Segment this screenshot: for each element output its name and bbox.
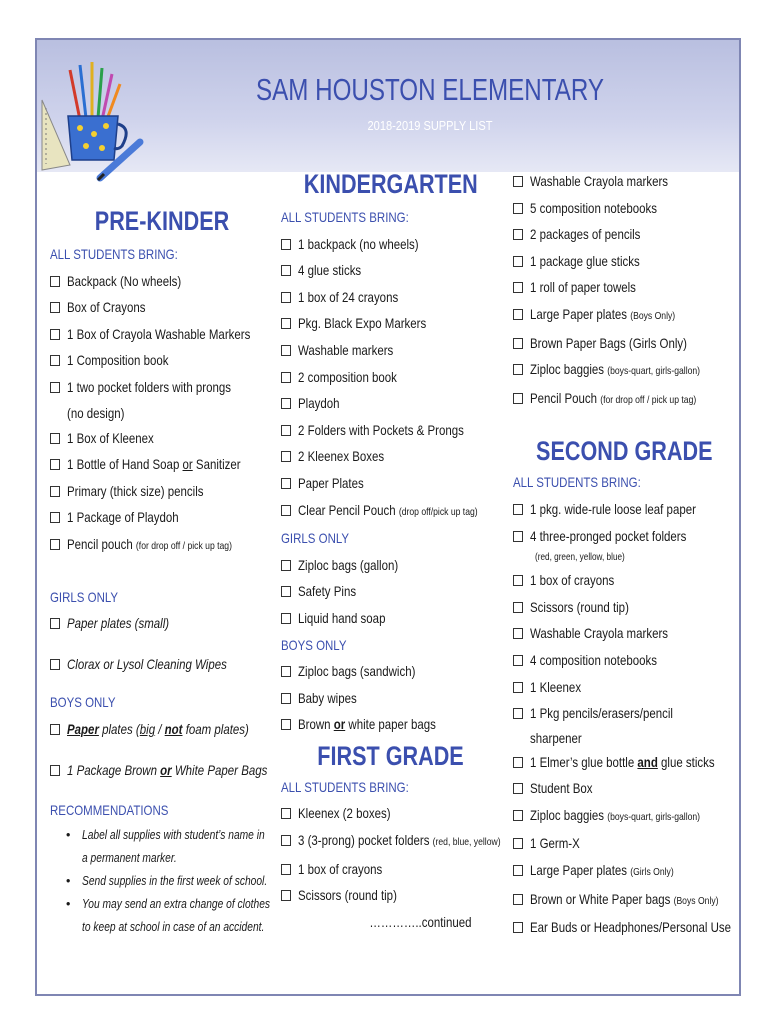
list-item: 1 box of 24 crayons — [281, 284, 501, 311]
recommendation-item: • Send supplies in the first week of school. — [50, 870, 275, 893]
list-item: Clear Pencil Pouch (drop off/pick up tag) — [281, 497, 501, 526]
list-item: 1 Box of Crayola Washable Markers — [50, 321, 275, 348]
recommendation-continuation: a permanent marker. — [82, 850, 177, 865]
list-item: 1 roll of paper towels — [513, 274, 735, 301]
list-item: 1 Germ-X — [513, 830, 735, 857]
list-item: Ziploc bags (sandwich) — [281, 658, 501, 685]
list-item: Safety Pins — [281, 578, 501, 605]
kinder-all-heading: ALL STUDENTS BRING: — [281, 209, 409, 225]
list-item: Brown or white paper bags — [281, 711, 501, 738]
school-supplies-illustration — [40, 60, 150, 185]
kinder-girls-heading: GIRLS ONLY — [281, 530, 350, 547]
list-item: Baby wipes — [281, 685, 501, 712]
list-item: 1 box of crayons — [281, 856, 501, 883]
recommendations-heading: RECOMMENDATIONS — [50, 802, 169, 819]
kinder-boys-heading: BOYS ONLY — [281, 636, 347, 653]
list-item-continuation: (no design) — [67, 404, 125, 421]
list-item: 1 box of crayons — [513, 567, 735, 594]
list-item: 2 Kleenex Boxes — [281, 443, 501, 470]
list-item: 1 Package Brown or White Paper Bags — [50, 757, 275, 784]
list-item: Ziploc bags (gallon) — [281, 552, 501, 579]
prek-column — [50, 205, 275, 939]
list-item: Scissors (round tip) — [513, 594, 735, 621]
list-item: 2 Folders with Pockets & Prongs — [281, 417, 501, 444]
first-all-heading: ALL STUDENTS BRING: — [281, 778, 409, 795]
list-item: Ziploc baggies (boys-quart, girls-gallon) — [513, 356, 735, 385]
list-item: Pkg. Black Expo Markers — [281, 310, 501, 337]
prek-girls-heading: GIRLS ONLY — [50, 588, 119, 605]
list-item: 1 backpack (no wheels) — [281, 231, 501, 258]
page-subtitle: 2018-2019 SUPPLY LIST — [367, 118, 493, 133]
list-item: Brown or White Paper bags (Boys Only) — [513, 886, 735, 915]
list-item: 1 package glue sticks — [513, 248, 735, 275]
list-item: 1 Kleenex — [513, 674, 735, 701]
list-item-note: (red, green, yellow, blue) — [535, 552, 625, 564]
list-item: 4 three-pronged pocket folders — [513, 523, 735, 550]
kinder-title: KINDERGARTEN — [303, 169, 478, 199]
list-item: Paper plates (small) — [50, 610, 275, 637]
list-item: Large Paper plates (Girls Only) — [513, 857, 735, 886]
list-item: Kleenex (2 boxes) — [281, 800, 501, 827]
right-column — [513, 168, 735, 941]
list-item: 1 Composition book — [50, 347, 275, 374]
list-item: Student Box — [513, 775, 735, 802]
list-item: Large Paper plates (Boys Only) — [513, 301, 735, 330]
list-item: Box of Crayons — [50, 294, 275, 321]
list-item: Liquid hand soap — [281, 605, 501, 632]
second-all-heading: ALL STUDENTS BRING: — [513, 474, 641, 491]
recommendation-continuation: to keep at school in case of an accident. — [82, 919, 265, 934]
list-item: 2 packages of pencils — [513, 221, 735, 248]
list-item: 4 glue sticks — [281, 257, 501, 284]
list-item: Brown Paper Bags (Girls Only) — [513, 330, 735, 357]
list-item: 1 Box of Kleenex — [50, 425, 275, 452]
list-item: 1 Bottle of Hand Soap or Sanitizer — [50, 451, 275, 478]
list-item: Clorax or Lysol Cleaning Wipes — [50, 651, 275, 678]
list-item: Washable markers — [281, 337, 501, 364]
list-item: Washable Crayola markers — [513, 620, 735, 647]
list-item: Pencil pouch (for drop off / pick up tag) — [50, 531, 275, 560]
list-item: Ziploc baggies (boys-quart, girls-gallon) — [513, 802, 735, 831]
list-item: 1 Pkg pencils/erasers/pencil — [513, 700, 735, 727]
continued-note: …………..continued — [368, 913, 471, 930]
recommendation-item: • Label all supplies with student’s name in — [50, 824, 275, 847]
list-item: Washable Crayola markers — [513, 168, 735, 195]
prek-all-heading: ALL STUDENTS BRING: — [50, 246, 178, 262]
first-grade-title: FIRST GRADE — [317, 740, 465, 771]
list-item: 1 two pocket folders with prongs — [50, 374, 275, 401]
list-item: Ear Buds or Headphones/Personal Use — [513, 914, 735, 941]
recommendation-item: • You may send an extra change of clothes — [50, 893, 275, 916]
list-item: 2 composition book — [281, 364, 501, 391]
list-item: Scissors (round tip) — [281, 882, 501, 909]
list-item: Playdoh — [281, 390, 501, 417]
list-item: Paper Plates — [281, 470, 501, 497]
list-item: Primary (thick size) pencils — [50, 478, 275, 505]
list-item: 4 composition notebooks — [513, 647, 735, 674]
list-item: 1 pkg. wide-rule loose leaf paper — [513, 496, 735, 523]
prek-title: PRE-KINDER — [95, 206, 230, 236]
list-item: Pencil Pouch (for drop off / pick up tag) — [513, 385, 735, 414]
list-item: Backpack (No wheels) — [50, 268, 275, 295]
list-item: 3 (3-prong) pocket folders (red, blue, yellow) — [281, 827, 501, 856]
list-item-continuation: sharpener — [530, 729, 582, 746]
list-item: 1 Package of Playdoh — [50, 504, 275, 531]
page-title: SAM HOUSTON ELEMENTARY — [255, 72, 604, 107]
list-item: Paper plates (big / not foam plates) — [50, 716, 275, 743]
second-grade-title: SECOND GRADE — [535, 436, 713, 467]
kinder-column — [281, 168, 501, 935]
list-item: 5 composition notebooks — [513, 195, 735, 222]
list-item: 1 Elmer’s glue bottle and glue sticks — [513, 749, 735, 776]
prek-boys-heading: BOYS ONLY — [50, 694, 116, 711]
